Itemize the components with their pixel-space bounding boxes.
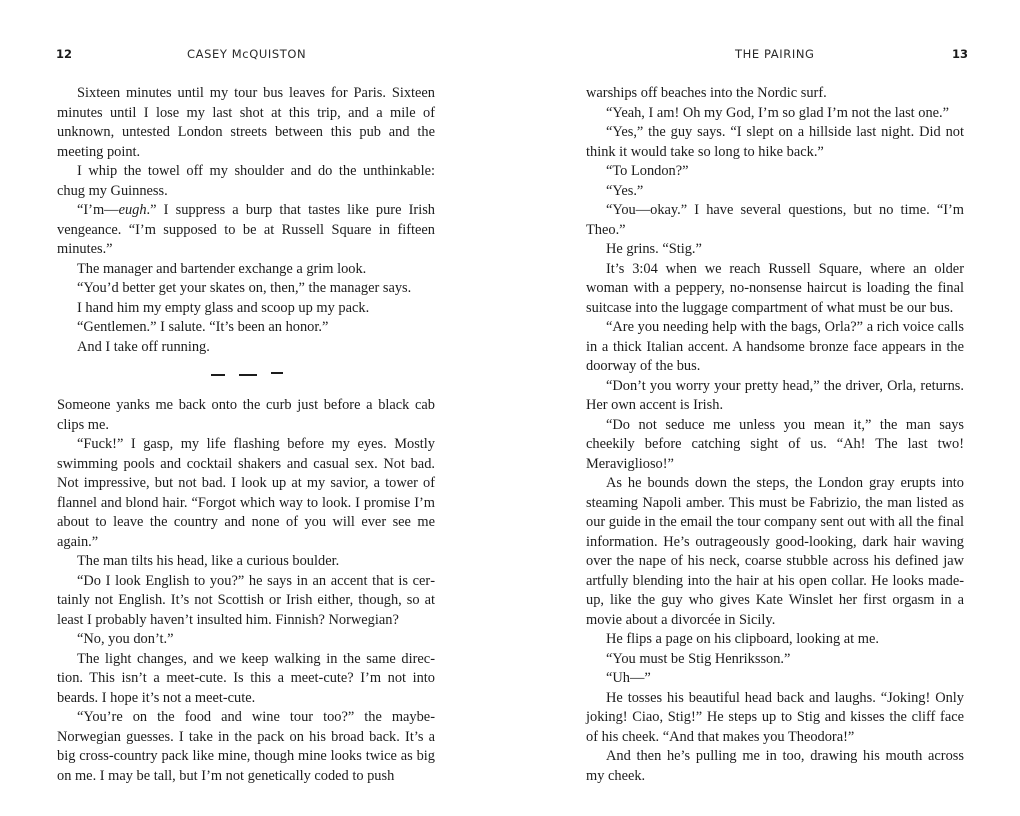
paragraph: He flips a page on his clipboard, looking at me.	[606, 631, 879, 647]
paragraph: “Gentlemen.” I salute. “It’s been an honor.”	[77, 319, 329, 335]
paragraph: warships off beaches into the Nordic surf.	[586, 85, 827, 101]
dash-icon	[239, 374, 257, 376]
page-number: 13	[952, 47, 969, 61]
paragraph: He tosses his beautiful head back and laughs. “Joking! Only joking! Ciao, Stig!” He steps up to Stig and kisses the cliff face of his cheek. “And that makes you Theodora!”	[586, 689, 964, 745]
paragraph: It’s 3:04 when we reach Russell Square, where an older woman with a peppery, no-nonsense haircut is loading the final suitcase into the luggage compartment of what must be our bus.	[586, 260, 964, 316]
paragraph: I hand him my empty glass and scoop up my pack.	[77, 299, 370, 316]
paragraph: “To London?”	[606, 163, 689, 179]
dash-icon	[211, 374, 225, 376]
dash-icon	[271, 372, 283, 374]
section-break-ornament	[57, 357, 435, 396]
paragraph: “Do I look English to you?” he says in an accent that is certainly not English. It’s not Scottish or Irish either, though, so at least I probably haven’t insulted him. Finnish? Norwegian?	[57, 572, 435, 628]
running-head-title: THE PAIRING	[735, 47, 815, 61]
paragraph: The man tilts his head, like a curious boulder.	[77, 553, 340, 569]
right-page	[510, 0, 1020, 816]
paragraph: I whip the towel off my shoulder and do the unthinkable: chug my Guinness.	[57, 163, 435, 199]
paragraph: “Fuck!” I gasp, my life flashing before my eyes. Mostly swimming pools and cocktail shakers and casual sex. Not bad. Not impressive, but not bad. I look up at my savior, a tower of flannel and blond hair. “Forgot which way to look. I promise I’m about to leave the country and none of you will ever see me again.”	[57, 436, 435, 550]
running-head-author: CASEY McQUISTON	[187, 47, 307, 61]
paragraph: “I’m—eugh.” I suppress a burp that tastes like pure Irish vengeance. “I’m supposed to be at Russell Square in fifteen minutes.”	[57, 202, 435, 257]
paragraph: “You’d better get your skates on, then,” the manager says.	[77, 280, 412, 296]
paragraph: “Yes.”	[606, 182, 644, 199]
page-number: 12	[56, 47, 73, 61]
paragraph: As he bounds down the steps, the London gray erupts into steaming Napoli amber. This must be Fabrizio, the man listed as our guide in the email the tour company sent out with all the final information. He’s outrageously good-looking, dark hair waving over the nape of his neck, coarse stubble across his defined jaw artfully blending into the hair at his open collar. He looks made-up, like the guy who gives Kate Winslet her first orgasm in a movie about a divorcée in Sicily.	[586, 475, 964, 628]
paragraph: “You’re on the food and wine tour too?” the maybe-Norwegian guesses. I take in the pack on his broad back. It’s a big cross-country pack like mine, though mine looks twice as big on me. I may be tall, but I’m not genetically coded to push	[57, 709, 435, 784]
paragraph: And I take off running.	[77, 338, 210, 355]
paragraph: “Uh—”	[606, 670, 651, 686]
paragraph: “You must be Stig Henriksson.”	[606, 650, 791, 667]
paragraph: “You—okay.” I have several questions, but no time. “I’m Theo.”	[586, 202, 964, 238]
paragraph: Sixteen minutes until my tour bus leaves for Paris. Sixteen minutes until I lose my last shot at this trip, and a mile of unknown, untested London streets between this pub and the meeting point.	[57, 85, 435, 160]
paragraph: “Are you needing help with the bags, Orla?” a rich voice calls in a thick Italian accent. A handsome bronze face appears in the doorway of the bus.	[586, 319, 964, 374]
body-text	[586, 84, 964, 786]
paragraph: “Don’t you worry your pretty head,” the driver, Orla, returns. Her own accent is Irish.	[586, 377, 964, 413]
paragraph: He grins. “Stig.”	[606, 241, 702, 257]
paragraph: “No, you don’t.”	[77, 631, 174, 647]
body-text	[57, 84, 435, 786]
paragraph: “Do not seduce me unless you mean it,” the man says cheekily before catching sight of us. “Ah! The last two! Meraviglioso!”	[586, 416, 964, 472]
paragraph: The light changes, and we keep walking in the same direction. This isn’t a meet-cute. Is this a meet-cute? I’m not into beards. I hope it’s not a meet-cute.	[57, 650, 435, 706]
paragraph: “Yeah, I am! Oh my God, I’m so glad I’m not the last one.”	[606, 104, 950, 121]
paragraph: “Yes,” the guy says. “I slept on a hillside last night. Did not think it would take so long to hike back.”	[586, 124, 964, 160]
paragraph: Someone yanks me back onto the curb just before a black cab clips me.	[57, 397, 435, 433]
paragraph: And then he’s pulling me in too, drawing his mouth across my cheek.	[586, 748, 964, 784]
paragraph: The manager and bartender exchange a grim look.	[77, 260, 367, 277]
